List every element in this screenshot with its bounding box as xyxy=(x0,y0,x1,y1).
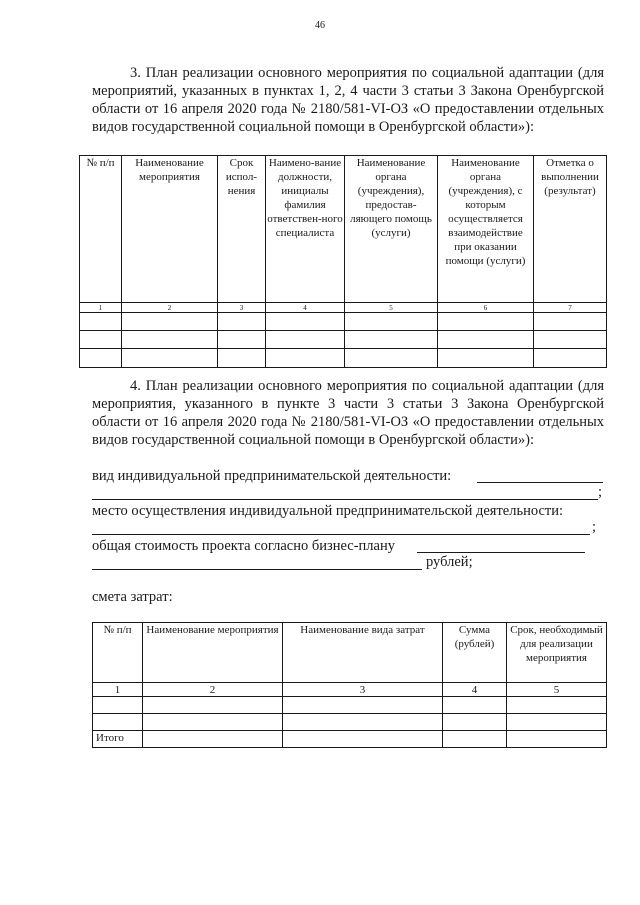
table-row xyxy=(80,331,607,349)
header-cell: № п/п xyxy=(80,156,122,303)
page-number: 46 xyxy=(315,20,325,31)
column-number: 3 xyxy=(218,303,266,313)
header-cell: Наименование мероприятия xyxy=(122,156,218,303)
column-number: 5 xyxy=(507,683,607,697)
header-cell: Наименование мероприятия xyxy=(143,623,283,683)
total-cost-field[interactable] xyxy=(417,552,585,553)
header-cell: Наименование вида затрат xyxy=(283,623,443,683)
column-number-row xyxy=(93,683,607,697)
table-row xyxy=(93,697,607,714)
table-row xyxy=(80,313,607,331)
header-cell: Срок, необходимый для реализации мероприятия xyxy=(507,623,607,683)
column-number-row xyxy=(80,303,607,313)
section3-paragraph xyxy=(92,64,604,136)
header-cell: Сумма (рублей) xyxy=(443,623,507,683)
table-row xyxy=(80,349,607,368)
total-row xyxy=(93,731,607,748)
rubles-suffix: рублей; xyxy=(426,554,473,570)
header-cell: Наименование органа (учреждения), с которым осуществляется взаимодействие при оказании помощи (услуги) xyxy=(438,156,534,303)
column-number: 6 xyxy=(438,303,534,313)
header-cell: № п/п xyxy=(93,623,143,683)
column-number: 4 xyxy=(266,303,345,313)
total-label: Итого xyxy=(93,731,143,748)
column-number: 2 xyxy=(122,303,218,313)
cost-estimate-table xyxy=(92,622,607,748)
section4-text: 4. План реализации основного мероприятия по социальной адаптации (для мероприятия, указанного в пункте 3 части 3 статьи 3 Закона Оренбургской области от 16 апреля 2020 года № 2180/581-VI-ОЗ «О предоставлении отдельных видов государственной социальной помощи в Оренбургской области»): xyxy=(92,378,604,448)
table-header-row xyxy=(80,156,607,303)
column-number: 5 xyxy=(345,303,438,313)
section3-text: 3. План реализации основного мероприятия по социальной адаптации (для мероприятий, указанных в пунктах 1, 2, 4 части 3 статьи 3 Закона Оренбургской области от 16 апреля 2020 года № 2180/581-VI-ОЗ «О предоставлении отдельных видов государственной социальной помощи в Оренбургской области»): xyxy=(92,65,604,135)
location-label: место осуществления индивидуальной предпринимательской деятельности: xyxy=(92,503,564,519)
semicolon: ; xyxy=(592,519,597,535)
section4-paragraph xyxy=(92,377,604,449)
header-cell: Наименование органа (учреждения), предостав-ляющего помощь (услуги) xyxy=(345,156,438,303)
smeta-label: смета затрат: xyxy=(92,589,173,605)
business-type-field-continued[interactable] xyxy=(92,499,598,500)
column-number: 7 xyxy=(534,303,607,313)
header-cell: Отметка о выполнении (результат) xyxy=(534,156,607,303)
total-cost-field-continued[interactable] xyxy=(92,569,422,570)
column-number: 3 xyxy=(283,683,443,697)
table-row xyxy=(93,714,607,731)
total-cost-label: общая стоимость проекта согласно бизнес-плану xyxy=(92,538,395,554)
header-cell: Срок испол-нения xyxy=(218,156,266,303)
column-number: 1 xyxy=(80,303,122,313)
column-number: 1 xyxy=(93,683,143,697)
business-type-field[interactable] xyxy=(477,482,603,483)
table-header-row xyxy=(93,623,607,683)
location-row xyxy=(92,502,604,520)
location-field[interactable] xyxy=(92,534,590,535)
column-number: 2 xyxy=(143,683,283,697)
business-type-label: вид индивидуальной предпринимательской деятельности: xyxy=(92,468,452,484)
column-number: 4 xyxy=(443,683,507,697)
action-plan-table xyxy=(79,155,607,368)
header-cell: Наимено-вание должности, инициалы фамилия ответствен-ного специалиста xyxy=(266,156,345,303)
semicolon: ; xyxy=(598,484,603,500)
